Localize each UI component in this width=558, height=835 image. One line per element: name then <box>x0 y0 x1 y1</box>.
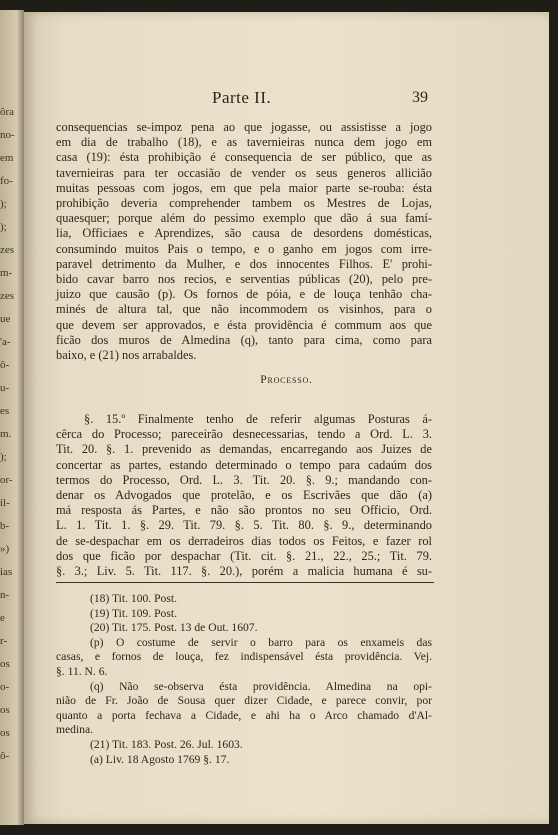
text-line: lia, Officiaes e Aprendizes, são causa de desordens domésticas, <box>56 226 432 241</box>
margin-fragment: ») <box>0 543 10 555</box>
text-line: concertar as partes, estando determinado o tempo para cadaúm dos <box>56 457 432 472</box>
margin-fragment: o- <box>0 681 10 693</box>
margin-fragment: ôra <box>0 106 15 118</box>
footnote-line: (19) Tit. 109. Post. <box>90 606 177 620</box>
footnote-line: (20) Tit. 175. Post. 13 de Out. 1607. <box>90 621 258 635</box>
text-line: ficão dos muros de Almedina (q), tanto para cima, como para <box>56 332 432 347</box>
margin-fragment: os <box>0 727 10 739</box>
text-line: §. 3.; Liv. 5. Tit. 117. §. 20.), porém a malicia humana é su- <box>56 564 432 579</box>
footnotes <box>56 592 432 767</box>
text-line: minés de altura tal, que não incommodem os visinhos, para o <box>56 302 432 317</box>
margin-fragment: ); <box>0 451 7 463</box>
footnote-line: (18) Tit. 100. Post. <box>90 592 177 605</box>
footnote-line: (21) Tit. 183. Post. 26. Jul. 1603. <box>90 737 243 751</box>
book-page <box>24 12 549 824</box>
margin-fragment: b- <box>0 520 10 532</box>
margin-fragment: ue <box>0 313 11 325</box>
footnote-line: casas, e fornos de louça, fez indispensável ésta providência. Vej. <box>56 650 432 664</box>
margin-fragment: n- <box>0 589 10 601</box>
margin-fragment: ias <box>0 566 13 578</box>
margin-fragment: or- <box>0 474 13 486</box>
text-line: tavernieiras para ter occasião de vender os seus generos allicião <box>56 165 432 180</box>
margin-fragment: m- <box>0 267 13 279</box>
footnote-line: (q) Não se-observa ésta providência. Almedina na opi- <box>90 679 432 693</box>
margin-fragment: e <box>0 612 5 624</box>
margin-fragment: zes <box>0 290 15 302</box>
margin-fragment: zes <box>0 244 15 256</box>
footnote-line: medina. <box>56 723 94 737</box>
text-line: prohibição deveria comprehender tambem os Mestres de Lojas, <box>56 196 432 211</box>
text-line: consumindo muitos Pais o tempo, e o ganho em jogos com irre- <box>56 241 432 256</box>
footnote-line: (a) Liv. 18 Agosto 1769 §. 17. <box>90 752 230 766</box>
footnote-line: nião de Fr. João de Sousa quer dizer Cidade, e parece convir, por <box>56 694 432 708</box>
footnote-line: (p) O costume de servir o barro para os enxameis das <box>90 635 432 649</box>
margin-fragment: m. <box>0 428 12 440</box>
text-line: em dia de trabalho (18), e as tavernieiras nunca dem jogo em <box>56 135 432 150</box>
text-line: termos do Processo, Ord. L. 3. Tit. 20. §. 9.; mandando con- <box>56 472 432 487</box>
text-line: muitas pessoas com jogos, em que pela maior parte se-rouba: ésta <box>56 180 432 195</box>
margin-fragment: r- <box>0 635 8 647</box>
paragraph-processo <box>56 412 432 579</box>
margin-fragment: os <box>0 704 10 716</box>
section-heading: Processo. <box>260 374 313 386</box>
text-line: §. 15.º Finalmente tenho de referir algumas Posturas á- <box>84 412 432 426</box>
text-line: paravel detrimento da Mulher, e dos innocentes Filhos. E' prohi- <box>56 256 432 271</box>
text-line: má resposta ás Partes, e não são prontos no seu Officio, Ord. <box>56 503 432 518</box>
margin-fragment: 'a- <box>0 336 11 348</box>
margin-fragment: il- <box>0 497 10 509</box>
text-line: bido cavar barro nos recios, e serventias públicas (20), pelo pre- <box>56 272 432 287</box>
text-line: quaesquer; porque além do pessimo exemplo que dão á sua famí- <box>56 211 432 226</box>
text-line: casa (19): ésta prohibição é consequencia de ser público, que as <box>56 150 432 165</box>
text-line: de se-despachar em os derradeiros dias todos os Feitos, e fazer rol <box>56 533 432 548</box>
previous-page-edge <box>0 10 24 825</box>
text-line: dos que ficão por despachar (Tit. cit. §. 21., 22., 25.; Tit. 79. <box>56 548 432 563</box>
header-title: Parte II. <box>212 88 272 107</box>
footnote-line: quanto a porta fechava a Cidade, e ahi ha o Arco chamado d'Al- <box>56 708 432 722</box>
text-line: cêrca do Processo; pareceirão desnecessarias, tendo a Ord. L. 3. <box>56 427 432 442</box>
text-line: que devem ser approvados, e ésta providência é commum aos que <box>56 317 432 332</box>
text-line: Tit. 20. §. 1. prevenido as demandas, encarregando aos Juizes de <box>56 442 432 457</box>
margin-fragment: em <box>0 152 14 164</box>
margin-fragment: u- <box>0 382 10 394</box>
running-header <box>24 88 549 114</box>
text-line: baixo, e (21) nos arrabaldes. <box>56 348 197 363</box>
text-line: consequencias se-impoz pena ao que jogasse, ou assistisse a jogo <box>56 120 432 134</box>
margin-fragment: ô- <box>0 750 10 762</box>
footnote-rule <box>56 582 434 583</box>
margin-fragment: no- <box>0 129 15 141</box>
page-number: 39 <box>412 89 428 106</box>
margin-fragment: os <box>0 658 10 670</box>
footnote-line: §. 11. N. 6. <box>56 664 108 678</box>
text-line: L. 1. Tit. 1. §. 29. Tit. 79. §. 5. Tit. 80. §. 9., determinando <box>56 518 432 533</box>
margin-fragment: ); <box>0 221 7 233</box>
text-line: juizo que causão (p). Os fornos de póia, e de louça tenhão cha- <box>56 287 432 302</box>
paragraph-continuation <box>56 120 432 363</box>
margin-fragment: fo- <box>0 175 13 187</box>
text-line: denar os Advogados que protelão, e os Escrivães que dão (a) <box>56 488 432 503</box>
margin-fragment: ); <box>0 198 7 210</box>
margin-fragment: ô- <box>0 359 10 371</box>
margin-fragment: es <box>0 405 10 417</box>
